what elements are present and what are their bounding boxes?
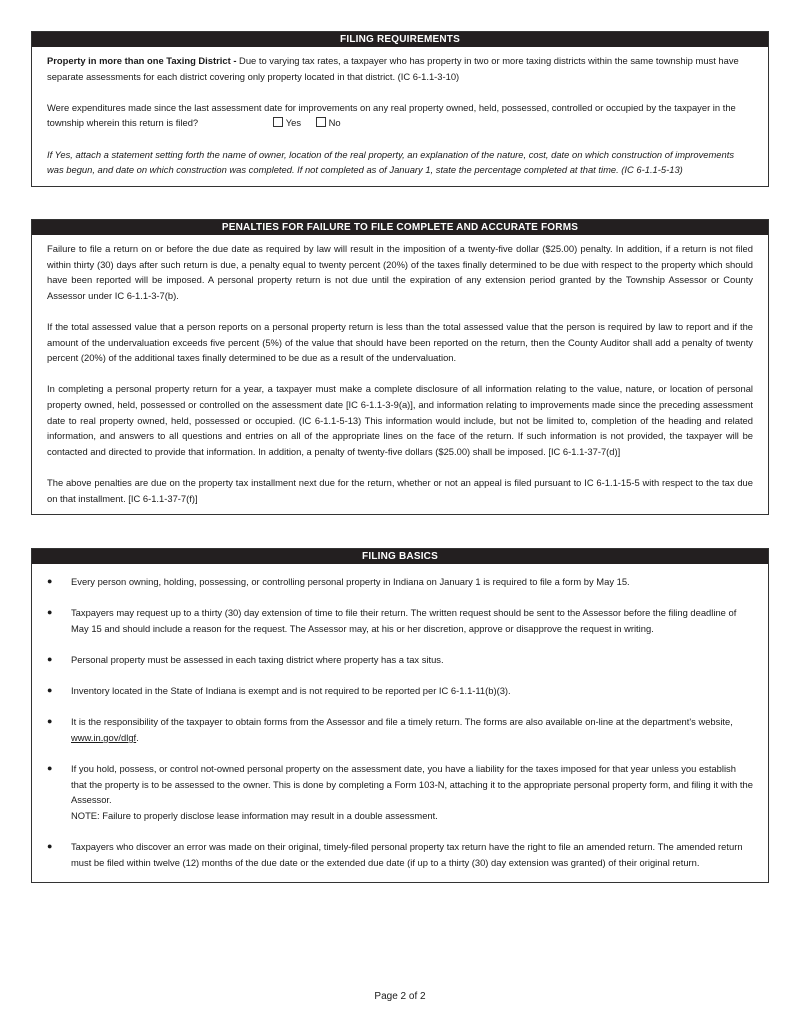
no-label: No [328,117,341,129]
multi-district-heading: Property in more than one Taxing District - [47,55,240,66]
filing-requirements-body [32,47,768,186]
bullet-icon: ● [47,576,53,586]
penalties-section [31,219,769,515]
bullet-icon: ● [47,607,53,618]
bullet-icon: ● [47,841,53,852]
list-item: ● Every person owning, holding, possessing, or controlling personal property in Indiana on January 1 is required to file a form by May 15. [47,574,753,590]
list-item: ● It is the responsibility of the taxpayer to obtain forms from the Assessor and file a timely return. The forms are also available on-line at the department's website, www.in.gov/dlgf. [47,716,733,743]
yes-no-group [273,115,353,131]
list-item: ● Taxpayers who discover an error was made on their original, timely-filed personal property tax return have the right to file an amended return. The amended return must be filed within twelve (12) months of the due date or the extended due date (if up to a thirty (30) day extension was granted) of their original return. [47,841,743,868]
penalty-paragraph: If the total assessed value that a person reports on a personal property return is less than the total assessed value that the person is required by law to report and if the amount of the undervaluation exceeds five percent (5%) of the value that should have been reported on the return, then the County Auditor shall add a penalty of twenty percent (20%) of the additional taxes finally determined to be due as a result of the undervaluation. [47,320,753,364]
list-item: ● Inventory located in the State of Indiana is exempt and is not required to be reported per IC 6-1.1-11(b)(3). [47,683,753,699]
filing-basics-list [47,574,753,870]
filing-basics-section [31,548,769,883]
lease-note: NOTE: Failure to properly disclose lease information may result in a double assessment. [71,809,438,821]
multi-district-text: Due to varying tax rates, a taxpayer who has property in two or more taxing districts within the same township must have separate assessments for each district covering only property located in that district. (IC 6-1.1-3-10) [47,55,739,82]
if-yes-instructions: If Yes, attach a statement setting forth the name of owner, location of the real property, an explanation of the nature, cost, date on which construction of improvements was begun, and date on which construction was completed. If not completed as of January 1, state the percentage completed at that time. (IC 6-1.1-5-13) [47,148,735,176]
bullet-icon: ● [47,716,53,727]
penalties-body [32,235,768,514]
list-item: ● Taxpayers may request up to a thirty (30) day extension of time to file their return. The written request should be sent to the Assessor before the filing deadline of May 15 and should include a reason for the request. The Assessor may, at his or her discretion, approve or disapprove the request in writing. [47,607,737,634]
bullet-icon: ● [47,685,53,696]
penalties-header: PENALTIES FOR FAILURE TO FILE COMPLETE AND ACCURATE FORMS [32,220,768,235]
multi-district-paragraph [47,53,753,84]
yes-checkbox[interactable] [273,117,283,127]
dlgf-website-link[interactable]: www.in.gov/dlgf [71,731,137,743]
no-checkbox[interactable] [316,117,326,127]
penalty-paragraph: Failure to file a return on or before the due date as required by law will result in the imposition of a twenty-five dollar ($25.00) penalty. In addition, if a return is not filed within thirty (30) days after such return is due, a penalty equal to twenty percent (20%) of the taxes finally determined to be due with respect to the property which should have been reported will be imposed. A personal property return is not due until the expiration of any extension period granted by the Township Assessor or County Assessor under IC 6-1.1-3-7(b). [47,243,753,301]
filing-requirements-header: FILING REQUIREMENTS [32,32,768,47]
list-item: ● If you hold, possess, or control not-owned personal property on the assessment date, you have a liability for the taxes imposed for that year unless you establish that the property is to be assessed to the owner. This is done by completing a Form 103-N, attaching it to the appropriate personal property form, and filing it with the Assessor. NOTE: Failure to properly disclose lease information may result in a double assessment. [47,763,753,821]
expenditures-question-text: Were expenditures made since the last assessment date for improvements on any real property owned, held, possessed, controlled or occupied by the taxpayer in the township wherein this return is filed? [47,101,736,129]
penalty-paragraph: In completing a personal property return for a year, a taxpayer must make a complete disclosure of all information relating to the value, nature, or location of personal property owned, held, possessed or controlled on the assessment date [IC 6-1.1-3-9(a)], and information relating to improvements made since the preceding assessment date to real property owned, held, possessed or occupied. (IC 6-1.1-5-13) This information would include, but not be limited to, completion of the heading and related information, and answers to all questions and entries on all of the appropriate lines on the face of the return. If such information is not provided, the taxpayer will be contacted and directed to provide that information. In addition, a penalty of twenty-five dollars ($25.00) shall be imposed. [IC 6-1.1-37-7(d)] [47,383,753,457]
bullet-icon: ● [47,653,53,664]
filing-requirements-section [31,31,769,187]
page-number: Page 2 of 2 [374,991,426,1002]
filing-basics-header: FILING BASICS [32,549,768,564]
yes-label: Yes [285,117,302,129]
bullet-icon: ● [47,763,53,774]
list-item: ● Personal property must be assessed in each taxing district where property has a tax situs. [47,652,753,668]
penalty-paragraph: The above penalties are due on the property tax installment next due for the return, whether or not an appeal is filed pursuant to IC 6-1.1-15-5 with respect to the tax due on that installment. [IC 6-1.1-37-7(f)] [47,476,753,504]
expenditures-question [47,100,753,131]
filing-basics-body [32,564,768,882]
